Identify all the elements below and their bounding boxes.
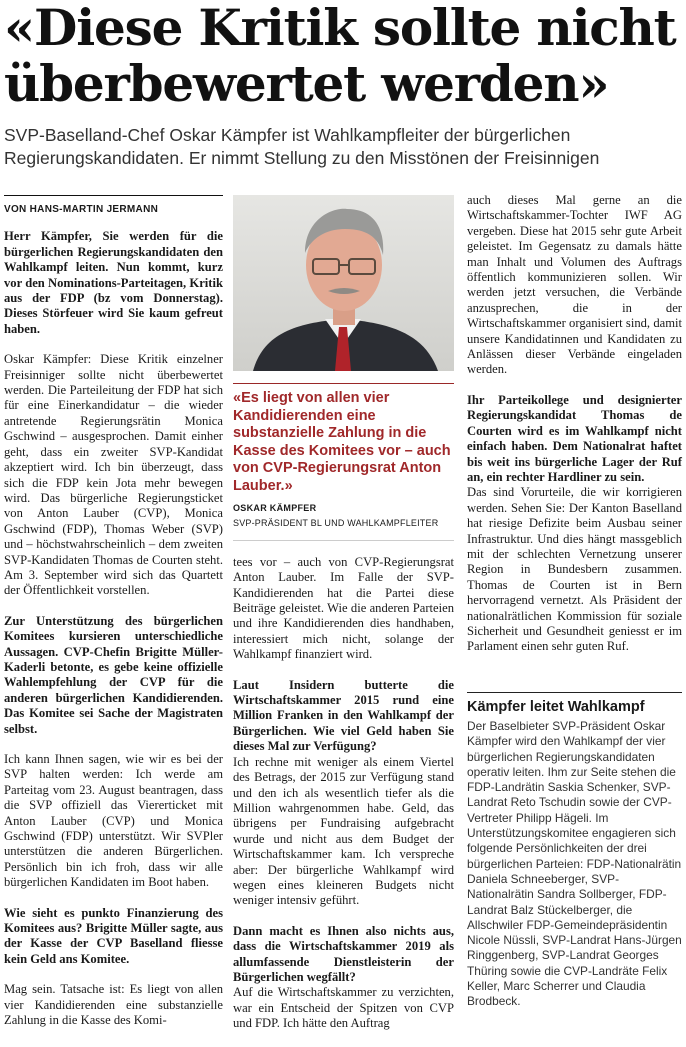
info-box-body: Der Baselbieter SVP-Präsident Oskar Kämpfer wird den Wahlkampf der vier bürgerlichen Regierungskandidaten operativ leiten. Ihm zur Seite stehen die FDP-Landrätin Saskia Schenker, SVP-Landrat Reto Tschudin sowie der CVP-Vertreter Philipp Hägeli. Im Unterstützungskomitee engagieren sich folgende Persönlichkeiten der drei bürgerlichen Parteien: FDP-Nationalrätin Daniela Schneeberger, SVP-Nationalrätin Sandra Sollberger, FDP-Landrat Balz Stückelberger, die Allschwiler FDP-Gemeindepräsidentin Nicole Nüssli, SVP-Landrat Hans-Jürgen Ringgenberg, SVP-Landrat Georges Thüring sowie die CVP-Landräte Felix Keller, Marc Scherrer und Claudia Brodbeck.: [467, 719, 682, 1009]
paragraph: tees vor – auch von CVP-Regierungsrat Anton Lauber. Im Falle der SVP-Kandidierenden hat die Partei diese Beiträge geleistet. Wie die anderen Parteien und ihre Kandidierenden dies handhaben, interessiert mich nicht, solange der Wahlkampf finanziert wird.: [233, 554, 454, 662]
paragraph: Wie sieht es punkto Finanzierung des Komitees aus? Brigitte Müller sagte, aus der Kasse der CVP Baselland fliesse kein Geld ans Komitee.: [4, 905, 223, 966]
info-box: [467, 692, 682, 1010]
byline: VON HANS-MARTIN JERMANN: [4, 195, 223, 217]
lead-paragraph: SVP-Baselland-Chef Oskar Kämpfer ist Wahlkampfleiter der bürgerlichen Regierungskandidaten. Er nimmt Stellung zu den Misstönen der Freisinnigen: [4, 125, 600, 168]
paragraph: Ich rechne mit weniger als einem Viertel des Betrags, der 2015 zur Verfügung stand und den ich als wesentlich tiefer als die Million wahrgenommen habe. Geld, das übrigens per Fundraising aufgebracht wurde und nicht aus dem Budget der Wirtschaftskammer kam. Ich verspreche aber: Der bürgerliche Wahlkampf wird wegen eines kleineren Budgets nicht weniger intensiv geführt.: [233, 754, 454, 908]
headline: «Diese Kritik sollte nicht überbewertet werden»: [4, 0, 676, 113]
paragraph: Herr Kämpfer, Sie werden für die bürgerlichen Regierungskandidaten den Wahlkampf leiten. Nun kommt, kurz vor den Nominations-Parteitagen, Kritik aus der FDP (bz vom Donnerstag). Dieses Störfeuer wird Sie kaum gefreut haben.: [4, 229, 223, 336]
column-3: [467, 193, 682, 670]
paragraph: Zur Unterstützung des bürgerlichen Komitees kursieren unterschiedliche Aussagen. CVP-Chefin Brigitte Müller-Kaderli betonte, es gebe keine offizielle Wahlempfehlung der CVP für die anderen bürgerlichen Kandidierenden. Das Komitee sei Sache der Magistraten selbst.: [4, 613, 223, 736]
portrait-image: [233, 195, 454, 371]
paragraph: Ihr Parteikollege und designierter Regierungskandidat Thomas de Courten wird es im Wahlkampf nicht einfach haben. Dem Nationalrat haftet bis weit ins bürgerliche Lager der Ruf an, ein rechter Hardliner zu sein.: [467, 392, 682, 484]
column-2: [233, 195, 454, 1047]
paragraph: Auf die Wirtschaftskammer zu verzichten, war ein Entscheid der Spitzen von CVP und FDP. Ich hätte den Auftrag: [233, 985, 454, 1031]
pull-quote: «Es liegt von allen vier Kandidierenden eine substanzielle Zahlung in die Kasse des Komitees vor – auch von CVP-Regierungsrat Anton Lauber.»: [233, 383, 454, 495]
portrait-photo: [233, 195, 454, 371]
paragraph: Laut Insidern butterte die Wirtschaftskammer 2015 rund eine Million Franken in den Wahlkampf der Bürgerlichen. Wie viel Geld haben Sie dieses Mal zur Verfügung?: [233, 677, 454, 754]
paragraph: Mag sein. Tatsache ist: Es liegt von allen vier Kandidierenden eine substanzielle Zahlung in die Kasse des Komi-: [4, 982, 223, 1028]
paragraph: Dann macht es Ihnen also nichts aus, dass die Wirtschaftskammer 2019 als allumfassende Dienstleisterin der Bürgerlichen wegfällt?: [233, 923, 454, 984]
paragraph: Das sind Vorurteile, die wir korrigieren werden. Sehen Sie: Der Kanton Baselland hat riesige Defizite beim Ausbau seiner Infrastruktur. Und dies hängt massgeblich mit der schlechten Vernetzung unserer Region in Bundesbern zusammen. Thomas de Courten ist in Bern hervorragend vernetzt. Als Präsident der nationalrätlichen Kommission für soziale Sicherheit und Gesundheit geniesst er im Parlament einen sehr guten Ruf.: [467, 485, 682, 654]
column-1-body: [4, 229, 223, 1028]
paragraph: auch dieses Mal gerne an die Wirtschaftskammer-Tochter IWF AG vergeben. Diese hat 2015 sehr gute Arbeit geleistet. Im Gegensatz zu damals hätte man Inhalt und Volumen des Auftrags öffentlich kommunizieren sollen. Wir werden jetzt versuchen, die Verbände anzusprechen, die in der Wirtschaftskammer organisiert sind, damit unsere Kandidatinnen und Kandidaten zu Anlässen dieser Verbände eingeladen werden.: [467, 193, 682, 377]
column-1: [4, 195, 223, 1044]
paragraph: Ich kann Ihnen sagen, wie wir es bei der SVP halten werden: Ich werde am Parteitag vom 23. August beantragen, dass die SVP offiziell das Viererticket mit Anton Lauber (CVP) und Monica Gschwind (FDP) unterstützt. Wir SVPler unterstützen die anderen Bürgerlichen. Persönlich bin ich froh, dass wir alle bürgerlichen Kandidaten im Boot haben.: [4, 752, 223, 890]
paragraph: Oskar Kämpfer: Diese Kritik einzelner Freisinniger sollte nicht überbewertet werden. Die Parteileitung der FDP hat sich für eine Einerkandidatur – die wieder antretende Regierungsrätin Monica Gschwind – ausgesprochen. Damit einher geht, dass ein zweiter SVP-Kandidat akzeptiert wird. Ich bin überzeugt, dass sich die FDP kein Jota mehr bewegen wird. Das bürgerliche Regierungsticket von Anton Lauber (CVP), Monica Gschwind (FDP), Thomas Weber (SVP) und – höchstwahrscheinlich – dem zweiten SVP-Kandidaten Thomas de Courten steht. Am 3. September wird sich das Quartett der Öffentlichkeit vorstellen.: [4, 352, 223, 598]
column-2-body: [233, 555, 454, 1032]
pull-quote-role: SVP-PRÄSIDENT BL UND WAHLKAMPFLEITER: [233, 516, 454, 540]
info-box-title: Kämpfer leitet Wahlkampf: [467, 699, 645, 715]
pull-quote-name: OSKAR KÄMPFER: [233, 503, 317, 513]
